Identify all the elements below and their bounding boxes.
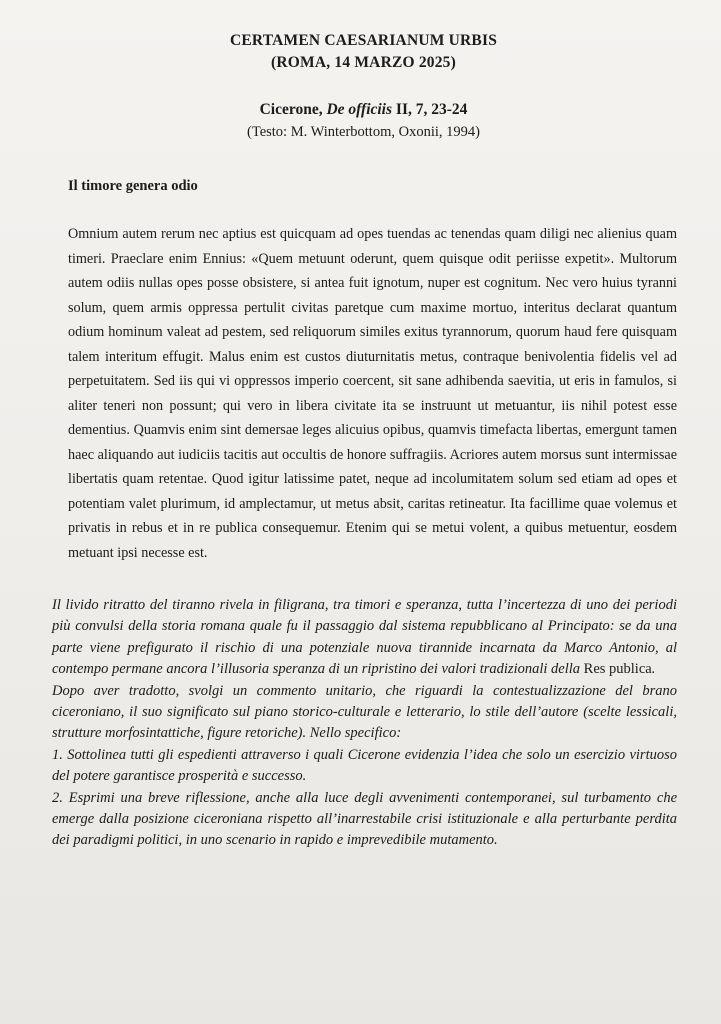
work-reference: [52, 100, 675, 120]
exam-title: CERTAMEN CAESARIANUM URBIS: [229, 32, 498, 49]
instructions-task: Dopo aver tradotto, svolgi un commento unitario, che riguardi la contestualizzazione del brano ciceroniano, il suo significato sul piano storico-culturale e letterario, lo stile dell’autore (scelte lessicali, strutture morfosintattiche, figure retoriche). Nello specifico:: [52, 682, 677, 742]
work-author: Cicerone,: [259, 101, 323, 118]
latin-passage: Omnium autem rerum nec aptius est quicquam ad opes tuendas ac tenendas quam diligi nec alienius quam timeri. Praeclare enim Ennius: «Quem metuunt oderunt, quem quisque odit periisse expetit». Multorum autem odiis nullas opes posse obsistere, si antea fuit ignotum, nuper est cognitum. Nec vero huius tyranni solum, quem armis oppressa pertulit civitas paretque cum maxime mortuo, interitus declarat quantum odium hominum valeat ad pestem, sed reliquorum similes exitus tyrannorum, quorum haud fere quisquam talem interitum effugit. Malus enim est custos diuturnitatis metus, contraque benivolentia fidelis vel ad perpetuitatem. Sed iis qui vi oppressos imperio coercent, sit sane adhibenda saevitia, ut eris in famulos, si aliter teneri non possunt; qui vero in libera civitate ita se instruunt ut metuantur, iis nihil potest esse dementius. Quamvis enim sint demersae leges alicuius opibus, quamvis timefacta libertas, emergunt tamen haec aliquando aut iudiciis tacitis aut occultis de honore suffragiis. Acriores autem morsus sunt intermissae libertatis quam retentae. Quod igitur latissime patet, neque ad incolumitatem solum sed etiam ad opes et potentiam valet plurimum, id amplectamur, ut metus absit, caritas retineatur. Ita facillime quae volemus et privatis in rebus et in re publica consequemur. Etenim qui se metui volent, a quibus metuentur, eosdem metuant ipsi necesse est.: [68, 226, 677, 561]
instructions-point-2: 2. Esprimi una breve riflessione, anche alla luce degli avvenimenti contemporanei, sul turbamento che emerge dalla posizione ciceroniana rispetto all’inarrestabile crisi istituzionale e alla perturbante perdita dei paradigmi politici, in uno scenario in rapido e imprevedibile mutamento.: [52, 789, 677, 849]
work-title: De officiis: [326, 101, 393, 118]
instructions-block: [52, 595, 677, 852]
res-publica-term: Res publica: [583, 661, 652, 678]
exam-header: [52, 0, 675, 142]
instructions-intro: Il livido ritratto del tiranno rivela in filigrana, tra timori e speranza, tutta l’incertezza di uno dei periodi più convulsi della storia romana quale fu il passaggio dal sistema repubblicano al Principato: se da una parte viene prefigurato il rischio di una potenziale nuova tirannide incarnata da Marco Antonio, al contempo permane ancora l’illusoria speranza di un ripristino dei valori tradizionali della Res publica.: [52, 597, 677, 678]
instructions-point-1: 1. Sottolinea tutti gli espedienti attraverso i quali Cicerone evidenzia l’idea che solo un esercizio virtuoso del potere garantisce prosperità e successo.: [52, 746, 677, 785]
exam-place-date: (ROMA, 14 MARZO 2025): [270, 54, 456, 71]
text-source: (Testo: M. Winterbottom, Oxonii, 1994): [247, 124, 480, 140]
section-heading: Il timore genera odio: [68, 178, 198, 194]
passage-reference: II, 7, 23-24: [395, 101, 468, 118]
